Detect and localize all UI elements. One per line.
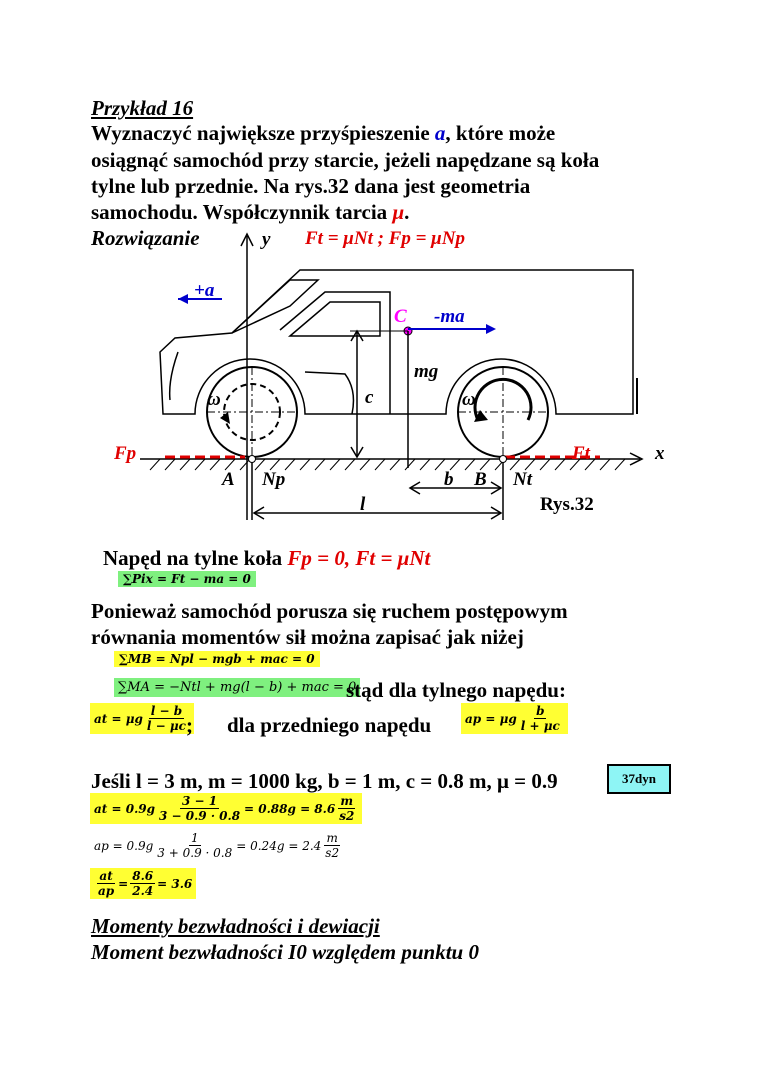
example-title: Przykład 16	[91, 96, 194, 120]
calc-ap-unit-num: m	[326, 831, 338, 845]
inertia-label: -ma	[434, 306, 465, 327]
ap-numerator: b	[536, 704, 545, 718]
front-drive-text: dla przedniego napędu	[227, 713, 432, 737]
calc-ap-lhs: ap = 0.9g	[94, 838, 154, 853]
ratio-num-left: at	[99, 869, 113, 883]
car-figure	[100, 225, 680, 525]
accel-label: +a	[194, 280, 215, 301]
intro-text: samochodu. Współczynnik tarcia	[91, 200, 393, 224]
ratio-num-right: 8.6	[132, 869, 154, 883]
intro-line-3: tylne lub przednie. Na rys.32 dana jest geometria	[91, 174, 531, 198]
paragraph-line-1: Ponieważ samochód porusza się ruchem postępowym	[91, 599, 568, 623]
eq-moment-b: ∑MB = Npl − mgb + mac = 0	[114, 651, 320, 667]
calc-at-result: = 0.88g = 8.6	[244, 801, 336, 816]
nt-label: Nt	[513, 469, 532, 490]
l-label: l	[360, 494, 366, 515]
calc-at	[90, 793, 362, 824]
door-frame	[280, 292, 390, 414]
calc-ap-unit-den: s2	[325, 846, 340, 860]
omega-front: ω	[207, 389, 221, 410]
inertia-arrowhead	[486, 324, 496, 334]
at-lhs: at = μg	[94, 711, 143, 726]
calc-at-denominator: 3 − 0.9 · 0.8	[159, 809, 241, 823]
intro-line-2: osiągnąć samochód przy starcie, jeżeli napędzane są koła	[91, 148, 600, 172]
paragraph-line-2: równania momentów sił można zapisać jak niżej	[91, 625, 524, 649]
figure-caption: Rys.32	[540, 494, 594, 515]
y-axis-label: y	[262, 229, 271, 250]
point-a-label: A	[222, 469, 235, 490]
ratio-den-left: ap	[98, 884, 115, 898]
eq-sum-x: ∑Pix = Ft − ma = 0	[118, 571, 256, 587]
at-formula	[90, 703, 194, 734]
badge-37dyn: 37dyn	[607, 764, 671, 794]
section-heading: Momenty bezwładności i dewiacji	[91, 914, 380, 938]
x-axis-label: x	[655, 443, 665, 464]
point-b-label: B	[474, 469, 487, 490]
rear-drive-condition: Fp = 0, Ft = μNt	[287, 546, 431, 570]
rear-drive-line	[103, 545, 430, 571]
eq-moment-a: ∑MA = −Ntl + mg(l − b) + mac = 0	[114, 678, 360, 697]
calc-at-lhs: at = 0.9g	[94, 801, 155, 816]
ap-lhs: ap = μg	[465, 711, 517, 726]
headlight-line	[170, 352, 178, 400]
accel-vector-symbol: a	[434, 121, 446, 145]
point-c-label: C	[394, 306, 407, 327]
intro-line-1	[91, 120, 555, 146]
door-line	[305, 372, 353, 414]
omega-rear: ω	[462, 389, 476, 410]
mu-symbol: μ	[392, 200, 405, 224]
semicolon: ;	[186, 713, 193, 737]
at-numerator: l − b	[150, 704, 183, 718]
calc-ap	[90, 830, 347, 861]
point-a-marker	[249, 456, 256, 463]
windshield	[232, 280, 318, 333]
calc-ap-denominator: 3 + 0.9 · 0.8	[157, 846, 233, 860]
ratio-formula: $\frac{at}{ap}$ = $\frac{8.6}{2.4}$ = 3.6	[90, 868, 196, 899]
intro-text: , które może	[445, 121, 556, 145]
ap-denominator: l + μc	[520, 719, 560, 733]
accel-arrowhead	[178, 294, 188, 304]
calc-ap-numerator: 1	[190, 831, 199, 845]
ratio-result: = 3.6	[157, 876, 193, 891]
intro-dot: .	[404, 200, 410, 224]
rear-drive-label: Napęd na tylne koła	[103, 546, 288, 570]
calc-at-unit-den: s2	[339, 809, 355, 823]
car-body	[160, 270, 633, 414]
ratio-den-right: 2.4	[132, 884, 154, 898]
solution-label: Rozwiązanie	[91, 226, 200, 250]
gravity-label: mg	[414, 361, 439, 382]
calc-at-unit-num: m	[340, 794, 354, 808]
moment-line: Moment bezwładności I0 względem punktu 0	[91, 940, 479, 964]
b-label: b	[444, 469, 454, 490]
np-label: Np	[262, 469, 286, 490]
calc-at-numerator: 3 − 1	[181, 794, 218, 808]
rear-drive-text: stąd dla tylnego napędu:	[346, 678, 566, 702]
fp-label: Fp	[114, 443, 137, 464]
at-denominator: l − μc	[146, 719, 186, 733]
c-label: c	[365, 387, 374, 408]
ap-formula	[461, 703, 568, 734]
point-b-marker	[500, 456, 507, 463]
friction-formula: Ft = μNt ; Fp = μNp	[305, 228, 465, 249]
intro-line-4	[91, 199, 409, 225]
intro-text: Wyznaczyć największe przyśpieszenie	[91, 121, 435, 145]
calc-ap-result: = 0.24g = 2.4	[236, 838, 322, 853]
given-values: Jeśli l = 3 m, m = 1000 kg, b = 1 m, c = 0.8 m, μ = 0.9	[91, 769, 558, 793]
ft-label: Ft	[572, 443, 590, 464]
